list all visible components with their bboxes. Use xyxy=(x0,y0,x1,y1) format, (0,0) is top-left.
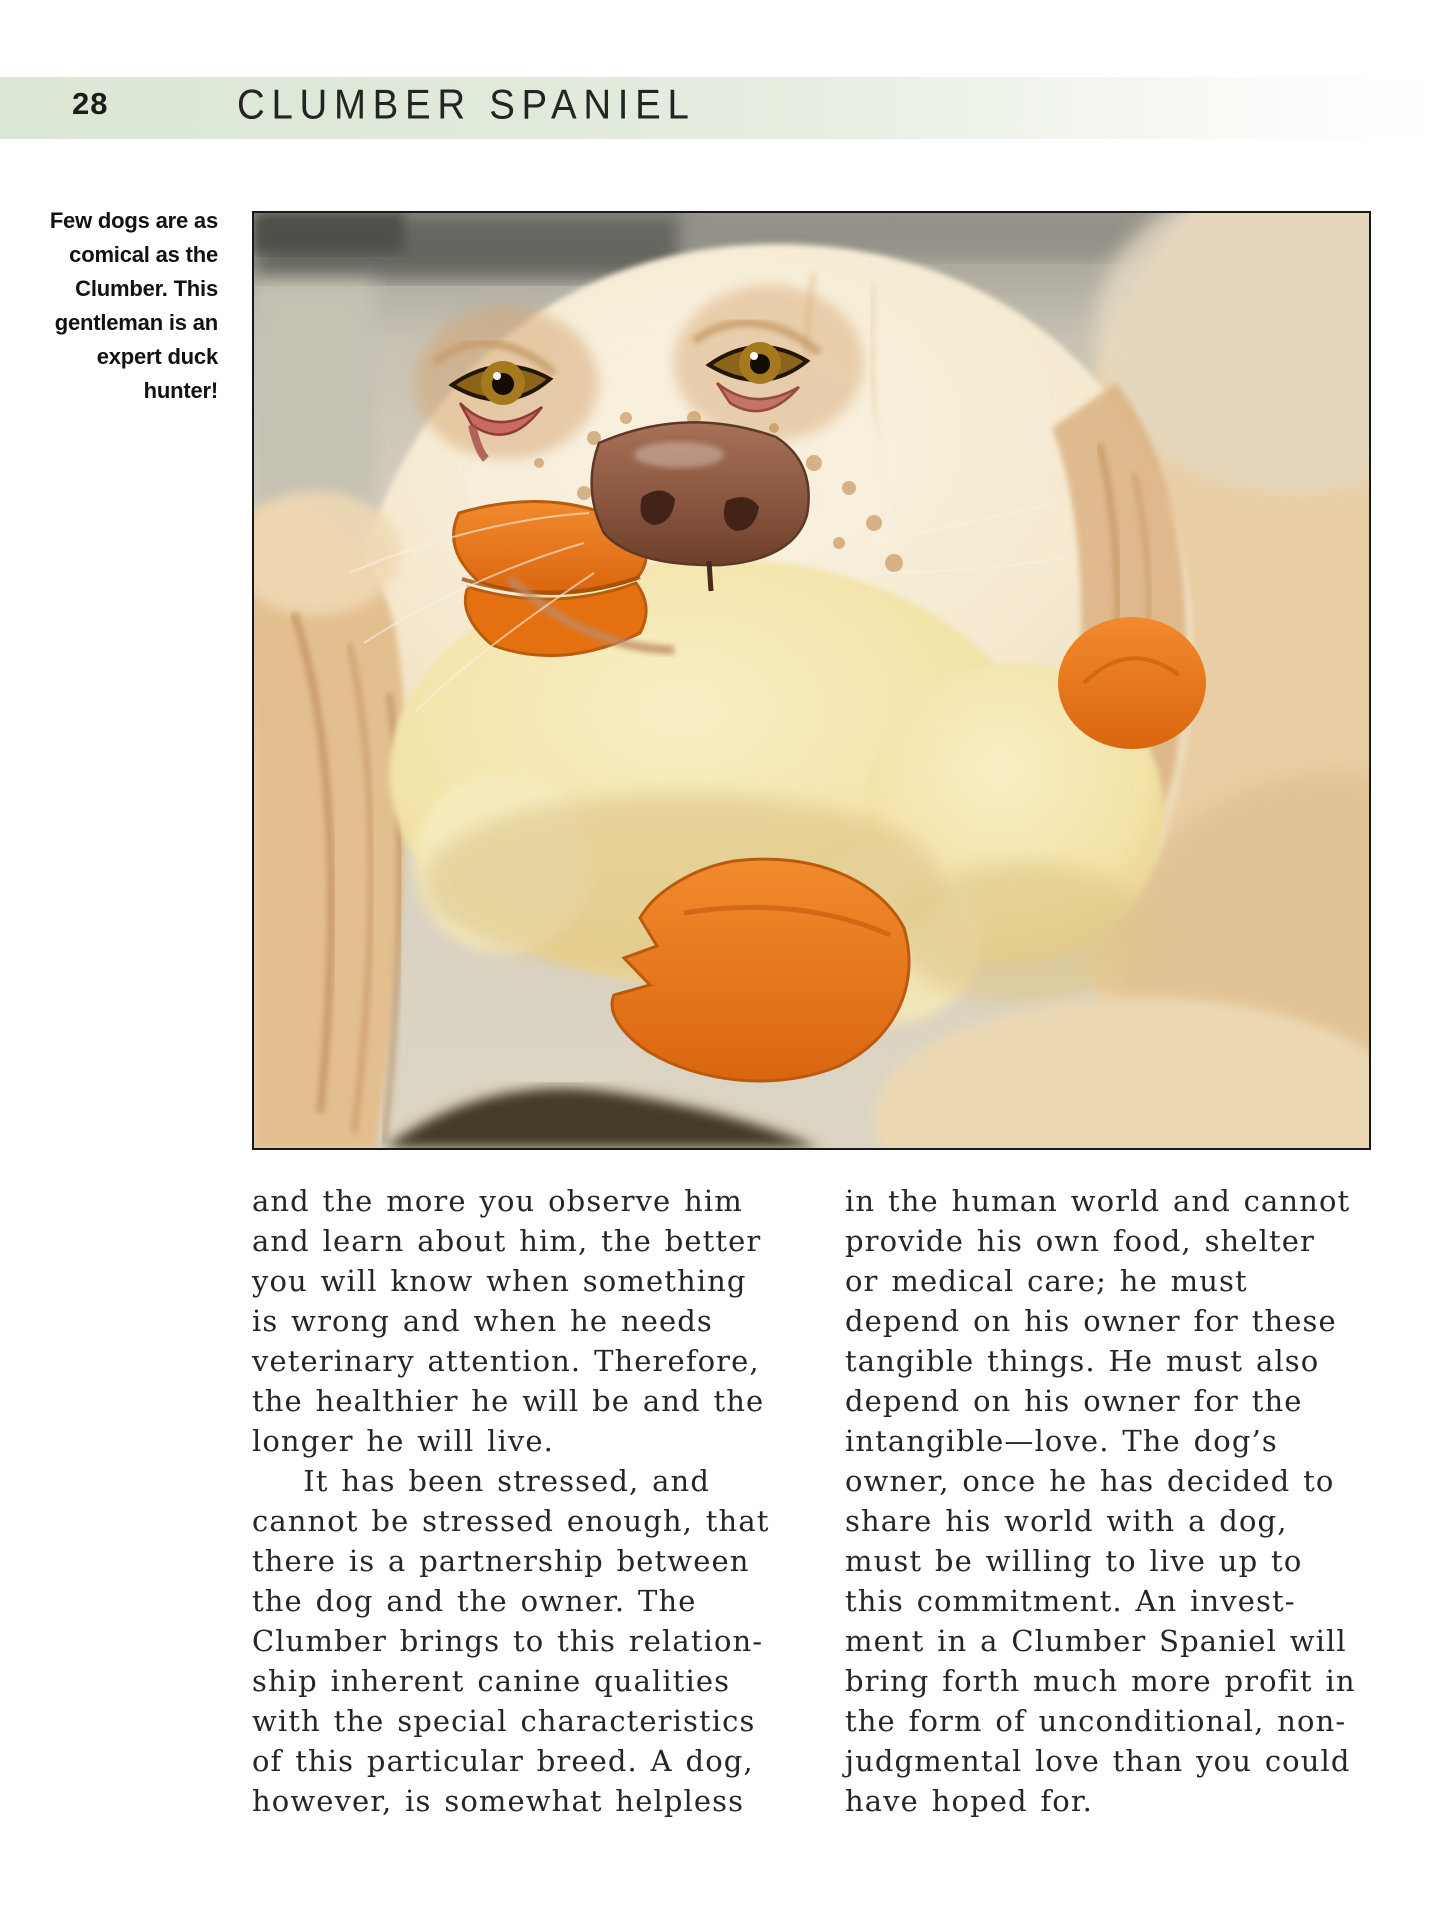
text-line: expert duck xyxy=(96,344,218,369)
text-line: depend on his owner for the xyxy=(845,1384,1303,1418)
text-line: Clumber. This xyxy=(75,276,218,301)
text-line: or medical care; he must xyxy=(845,1264,1248,1298)
text-line: of this particular breed. A dog, xyxy=(252,1744,754,1778)
text-line: in the human world and cannot xyxy=(845,1184,1351,1218)
text-line: Clumber brings to this relation- xyxy=(252,1624,764,1658)
text-line: intangible—love. The dog’s xyxy=(845,1424,1278,1458)
text-line: is wrong and when he needs xyxy=(252,1304,713,1338)
text-line: there is a partnership between xyxy=(252,1544,750,1578)
dog-left-ear xyxy=(254,491,406,1148)
body-column-right xyxy=(845,1181,1405,1821)
text-line: and the more you observe him xyxy=(252,1184,743,1218)
text-line: must be willing to live up to xyxy=(845,1544,1303,1578)
text-line: the dog and the owner. The xyxy=(252,1584,697,1618)
text-line: and learn about him, the better xyxy=(252,1224,762,1258)
text-line: Few dogs are as xyxy=(49,208,218,233)
text-line: provide his own food, shelter xyxy=(845,1224,1315,1258)
text-line: gentleman is an xyxy=(54,310,218,335)
text-line: this commitment. An invest- xyxy=(845,1584,1296,1618)
text-line: tangible things. He must also xyxy=(845,1344,1320,1378)
text-line: veterinary attention. Therefore, xyxy=(252,1344,760,1378)
text-line: however, is somewhat helpless xyxy=(252,1784,745,1818)
text-line: It has been stressed, and xyxy=(252,1464,710,1498)
text-line: depend on his owner for these xyxy=(845,1304,1337,1338)
text-line: longer he will live. xyxy=(252,1424,554,1458)
duck-foot-right xyxy=(1058,617,1206,749)
text-line: bring forth much more profit in xyxy=(845,1664,1356,1698)
text-line: cannot be stressed enough, that xyxy=(252,1504,770,1538)
text-line: owner, once he has decided to xyxy=(845,1464,1335,1498)
body-text xyxy=(252,1181,1393,1841)
header-band xyxy=(0,77,1445,139)
text-line: the healthier he will be and the xyxy=(252,1384,765,1418)
text-line: the form of unconditional, non- xyxy=(845,1704,1347,1738)
text-line: with the special characteristics xyxy=(252,1704,756,1738)
text-line: ment in a Clumber Spaniel will xyxy=(845,1624,1347,1658)
body-column-left xyxy=(252,1181,812,1821)
text-line: judgmental love than you could xyxy=(845,1744,1351,1778)
text-line: have hoped for. xyxy=(845,1784,1093,1818)
dog-photo xyxy=(252,211,1371,1150)
text-line: you will know when something xyxy=(252,1264,747,1298)
page-title: CLUMBER SPANIEL xyxy=(237,82,696,128)
text-line: comical as the xyxy=(69,242,218,267)
dog-photo-illustration xyxy=(254,213,1369,1148)
text-line: hunter! xyxy=(143,378,218,403)
photo-caption xyxy=(36,204,218,408)
text-line: ship inherent canine qualities xyxy=(252,1664,731,1698)
page-number: 28 xyxy=(72,86,109,121)
text-line: share his world with a dog, xyxy=(845,1504,1288,1538)
